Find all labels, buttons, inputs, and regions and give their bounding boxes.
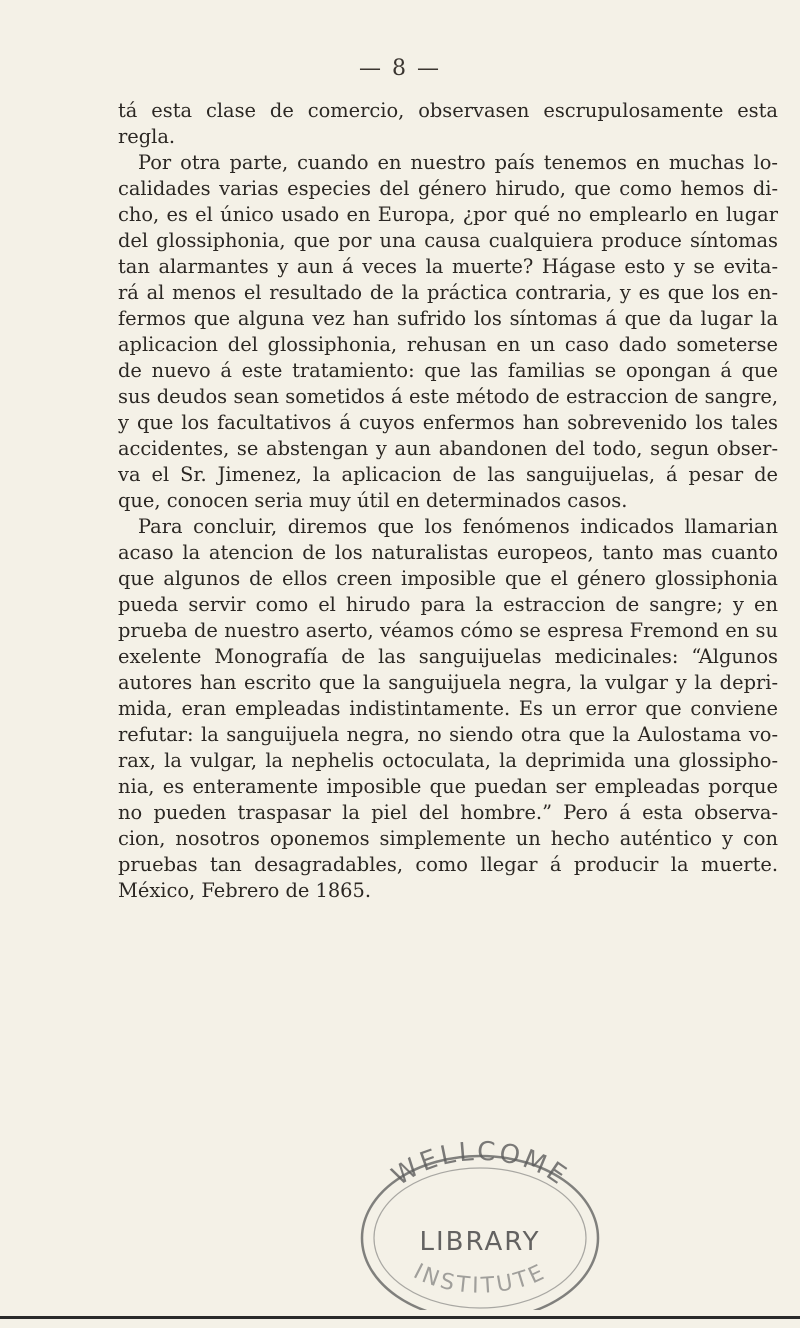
text-line: fermos que alguna vez han sufrido los síntomas á que da lugar la xyxy=(118,307,778,330)
text-line: cho, es el único usado en Europa, ¿por qué no emplearlo en lugar xyxy=(118,203,778,226)
text-line: mida, eran empleadas indistintamente. Es un error que conviene xyxy=(118,697,778,720)
paragraph-start-line: Para concluir, diremos que los fenómenos indicados llamarian xyxy=(138,515,778,538)
svg-text:INSTITUTE xyxy=(409,1259,550,1299)
text-line: nia, es enteramente imposible que puedan ser empleadas porque xyxy=(118,775,778,798)
page-bottom-edge xyxy=(0,1316,800,1319)
library-stamp xyxy=(330,1140,630,1310)
text-line: aplicacion del glossiphonia, rehusan en un caso dado someterse xyxy=(118,333,778,356)
page-number: — 8 — xyxy=(359,56,441,81)
text-line: acaso la atencion de los naturalistas europeos, tanto mas cuanto xyxy=(118,541,778,564)
signature-date-line: México, Febrero de 1865. xyxy=(118,879,372,902)
text-line: y que los facultativos á cuyos enfermos han sobrevenido los tales xyxy=(118,411,778,434)
stamp-top-text: WELLCOME xyxy=(386,1140,574,1193)
paragraph-start-line: Por otra parte, cuando en nuestro país tenemos en muchas lo- xyxy=(138,151,778,174)
text-line: regla. xyxy=(118,125,176,148)
text-line: prueba de nuestro aserto, véamos cómo se espresa Fremond en su xyxy=(118,619,778,642)
text-line: del glossiphonia, que por una causa cualquiera produce síntomas xyxy=(118,229,778,252)
text-line: refutar: la sanguijuela negra, no siendo otra que la Aulostama vo- xyxy=(118,723,778,746)
text-line: pruebas tan desagradables, como llegar á producir la muerte. xyxy=(118,853,778,876)
text-line: de nuevo á este tratamiento: que las familias se opongan á que xyxy=(118,359,778,382)
stamp-center-text: LIBRARY xyxy=(419,1227,541,1257)
text-line: calidades varias especies del género hirudo, que como hemos di- xyxy=(118,177,778,200)
text-line: va el Sr. Jimenez, la aplicacion de las sanguijuelas, á pesar de xyxy=(118,463,778,486)
text-line: pueda servir como el hirudo para la estraccion de sangre; y en xyxy=(118,593,778,616)
svg-text:WELLCOME xyxy=(387,1140,574,1192)
text-line: accidentes, se abstengan y aun abandonen del todo, segun obser- xyxy=(118,437,778,460)
text-line: que algunos de ellos creen imposible que el género glossiphonia xyxy=(118,567,778,590)
text-line: autores han escrito que la sanguijuela negra, la vulgar y la depri- xyxy=(118,671,778,694)
body-text xyxy=(118,98,778,904)
text-line: rax, la vulgar, la nephelis octoculata, la deprimida una glossipho- xyxy=(118,749,778,772)
text-line: sus deudos sean sometidos á este método de estraccion de sangre, xyxy=(118,385,778,408)
text-line: exelente Monografía de las sanguijuelas medicinales: “Algunos xyxy=(118,645,778,668)
text-line: rá al menos el resultado de la práctica contraria, y es que los en- xyxy=(118,281,778,304)
text-line: no pueden traspasar la piel del hombre.” Pero á esta observa- xyxy=(118,801,778,824)
text-line: tan alarmantes y aun á veces la muerte? Hágase esto y se evita- xyxy=(118,255,778,278)
text-line: cion, nosotros oponemos simplemente un hecho auténtico y con xyxy=(118,827,778,850)
text-line: tá esta clase de comercio, observasen escrupulosamente esta xyxy=(118,99,778,122)
text-line: que, conocen seria muy útil en determinados casos. xyxy=(118,489,628,512)
stamp-bottom-text: INSTITUTE xyxy=(409,1259,551,1299)
